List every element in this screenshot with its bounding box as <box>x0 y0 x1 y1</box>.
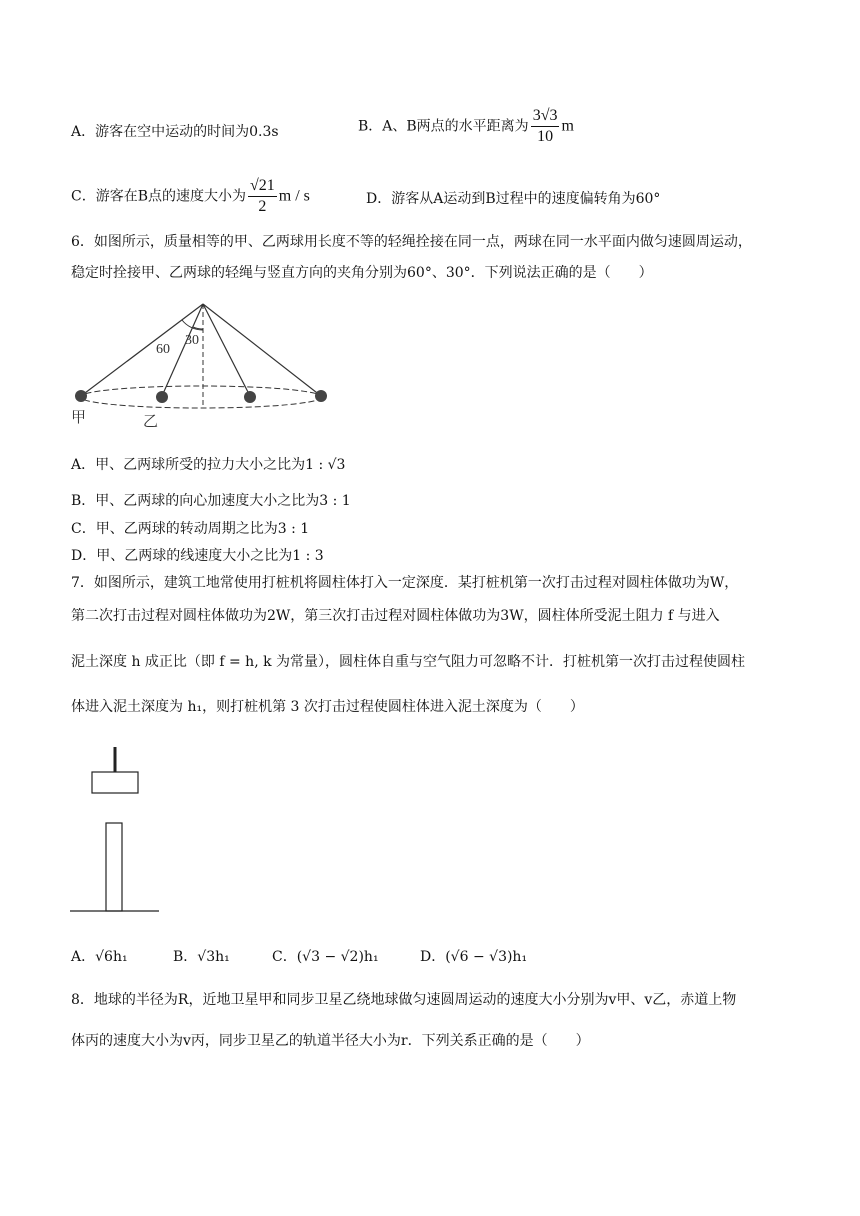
q7-stem-line2: 第二次打击过程对圆柱体做功为2W，第三次打击过程对圆柱体做功为3W，圆柱体所受泥土阻力 f 与进入 <box>71 608 720 624</box>
q7-option-c: C．(√3 − √2)h₁ <box>272 949 379 965</box>
q5-option-b <box>358 106 574 147</box>
q6-angle-30-label: 30 <box>185 333 199 348</box>
q6-label-yi: 乙 <box>143 412 159 430</box>
q6-ball-jia <box>75 390 87 402</box>
q5-option-c <box>71 176 310 217</box>
q6-string-jia-right <box>203 304 321 396</box>
q5-option-b-fraction <box>531 106 560 147</box>
q5-option-c-unit: m / s <box>278 187 310 205</box>
q6-label-jia: 甲 <box>71 408 87 426</box>
q8-stem-line2: 体丙的速度大小为v丙，同步卫星乙的轨道半径大小为r．下列关系正确的是（ ） <box>71 1033 590 1049</box>
q7-stem-line3: 泥土深度 h 成正比（即 f = h, k 为常量），圆柱体自重与空气阻力可忽略不计．打桩机第一次打击过程使圆柱 <box>71 654 746 670</box>
q6-figure <box>68 296 338 430</box>
q6-ball-yi-left <box>156 391 168 403</box>
q6-ball-jia-right <box>315 390 327 402</box>
q5-option-b-denominator: 10 <box>537 128 554 145</box>
q6-stem-line2: 稳定时拴接甲、乙两球的轻绳与竖直方向的夹角分别为60°、30°．下列说法正确的是（ ） <box>71 265 653 281</box>
q5-option-d: D．游客从A运动到B过程中的速度偏转角为60° <box>366 191 661 207</box>
q6-string-yi-right <box>203 304 250 396</box>
q5-option-c-fraction <box>248 176 277 217</box>
q5-option-a: A．游客在空中运动的时间为0.3s <box>71 124 279 140</box>
q7-cylinder <box>106 823 122 911</box>
q5-option-b-unit: m <box>561 117 574 135</box>
q7-option-b: B．√3h₁ <box>173 949 230 965</box>
q6-option-b: B．甲、乙两球的向心加速度大小之比为3 : 1 <box>71 493 351 509</box>
q5-option-c-denominator: 2 <box>258 198 267 215</box>
q5-option-c-numerator: √21 <box>248 176 277 197</box>
q5-option-c-text: C．游客在B点的速度大小为 <box>71 188 246 205</box>
q6-angle-60-label: 60 <box>156 342 170 357</box>
q7-option-d: D．(√6 − √3)h₁ <box>420 949 528 965</box>
q5-option-b-text: B．A、B两点的水平距离为 <box>358 118 529 135</box>
q7-figure <box>68 745 164 917</box>
q6-string-jia-left <box>81 304 203 396</box>
q6-orbit-ellipse <box>80 386 322 408</box>
q7-stem-line4: 体进入泥土深度为 h₁，则打桩机第 3 次打击过程使圆柱体进入泥土深度为（ ） <box>71 699 584 715</box>
q6-stem-line1: 6．如图所示，质量相等的甲、乙两球用长度不等的轻绳拴接在同一点，两球在同一水平面内做匀速圆周运动， <box>71 234 752 250</box>
q6-option-c: C．甲、乙两球的转动周期之比为3 : 1 <box>71 521 310 537</box>
q6-ball-yi-right <box>244 391 256 403</box>
q6-option-a: A．甲、乙两球所受的拉力大小之比为1 : √3 <box>71 457 346 473</box>
q7-hammer-block <box>92 772 138 793</box>
q8-stem-line1: 8．地球的半径为R，近地卫星甲和同步卫星乙绕地球做匀速圆周运动的速度大小分别为v甲、v乙，赤道上物 <box>71 992 737 1008</box>
q6-option-d: D．甲、乙两球的线速度大小之比为1 : 3 <box>71 548 324 564</box>
q7-option-a: A．√6h₁ <box>71 949 128 965</box>
q7-stem-line1: 7．如图所示，建筑工地常使用打桩机将圆柱体打入一定深度．某打桩机第一次打击过程对圆柱体做功为W， <box>71 575 739 591</box>
q5-option-b-numerator: 3√3 <box>531 106 560 127</box>
